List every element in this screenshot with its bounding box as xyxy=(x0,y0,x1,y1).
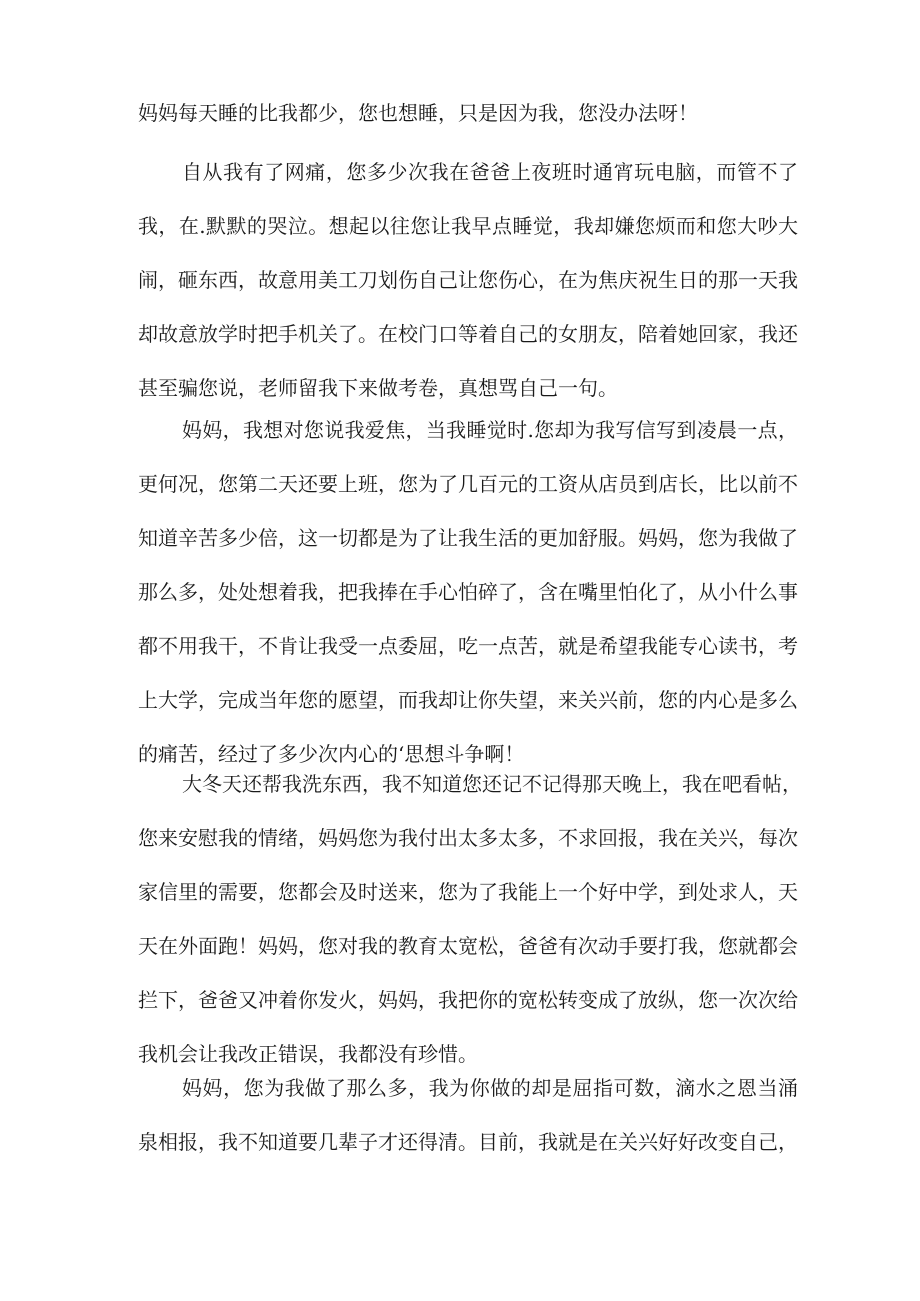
text-line: 自从我有了网痛，您多少次我在爸爸上夜班时通宵玩电脑，而管不了 xyxy=(182,160,798,184)
paragraph-3 xyxy=(138,403,798,781)
text-line: 妈妈，我想对您说我爱焦，当我睡觉时.您却为我写信写到凌晨一点， xyxy=(182,418,798,442)
text-line: 闹，砸东西，故意用美工刀划伤自己让您伤心，在为焦庆祝生日的那一天我 xyxy=(138,268,798,292)
paragraph-1 xyxy=(138,86,798,140)
paragraph-2 xyxy=(138,145,798,415)
text-line: 的痛苦，经过了多少次内心的‘思想斗争啊！ xyxy=(138,742,525,766)
text-line: 妈妈，您为我做了那么多，我为你做的却是屈指可数，滴水之恩当涌 xyxy=(182,1076,798,1100)
paragraph-5 xyxy=(138,1061,798,1169)
text-line: 泉相报，我不知道要几辈子才还得清。目前，我就是在关兴好好改变自己， xyxy=(138,1130,798,1154)
paragraph-4 xyxy=(138,757,802,1081)
text-line: 那么多，处处想着我，把我捧在手心怕碎了，含在嘴里怕化了，从小什么事 xyxy=(138,580,798,604)
text-line: 都不用我干，不肯让我受一点委屈，吃一点苦，就是希望我能专心读书，考 xyxy=(138,634,798,658)
text-line: 上大学，完成当年您的愿望，而我却让你失望，来关兴前，您的内心是多么 xyxy=(138,688,798,712)
text-line: 您来安慰我的情绪，妈妈您为我付出太多太多，不求回报，我在关兴，每次 xyxy=(138,826,798,850)
text-line: 知道辛苦多少倍，这一切都是为了让我生活的更加舒服。妈妈，您为我做了 xyxy=(138,526,798,550)
text-line: 我机会让我改正错误，我都没有珍惜。 xyxy=(138,1042,478,1066)
text-line: 拦下，爸爸又冲着你发火，妈妈，我把你的宽松转变成了放纵，您一次次给 xyxy=(138,988,798,1012)
text-line: 妈妈每天睡的比我都少，您也想睡，只是因为我，您没办法呀！ xyxy=(138,101,698,125)
text-line: 甚至骗您说，老师留我下来做考卷，真想骂自己一句。 xyxy=(138,376,618,400)
text-line: 大冬天还帮我洗东西，我不知道您还记不记得那天晚上，我在吧看帖， xyxy=(182,772,802,796)
text-line: 我，在.默默的哭泣。想起以往您让我早点睡觉，我却嫌您烦而和您大吵大 xyxy=(138,214,798,238)
text-line: 天在外面跑！妈妈，您对我的教育太宽松，爸爸有次动手要打我，您就都会 xyxy=(138,934,798,958)
text-line: 更何况，您第二天还要上班，您为了几百元的工资从店员到店长，比以前不 xyxy=(138,472,798,496)
text-line: 却故意放学时把手机关了。在校门口等着自己的女朋友，陪着她回家，我还 xyxy=(138,322,798,346)
text-line: 家信里的需要，您都会及时送来，您为了我能上一个好中学，到处求人，天 xyxy=(138,880,798,904)
